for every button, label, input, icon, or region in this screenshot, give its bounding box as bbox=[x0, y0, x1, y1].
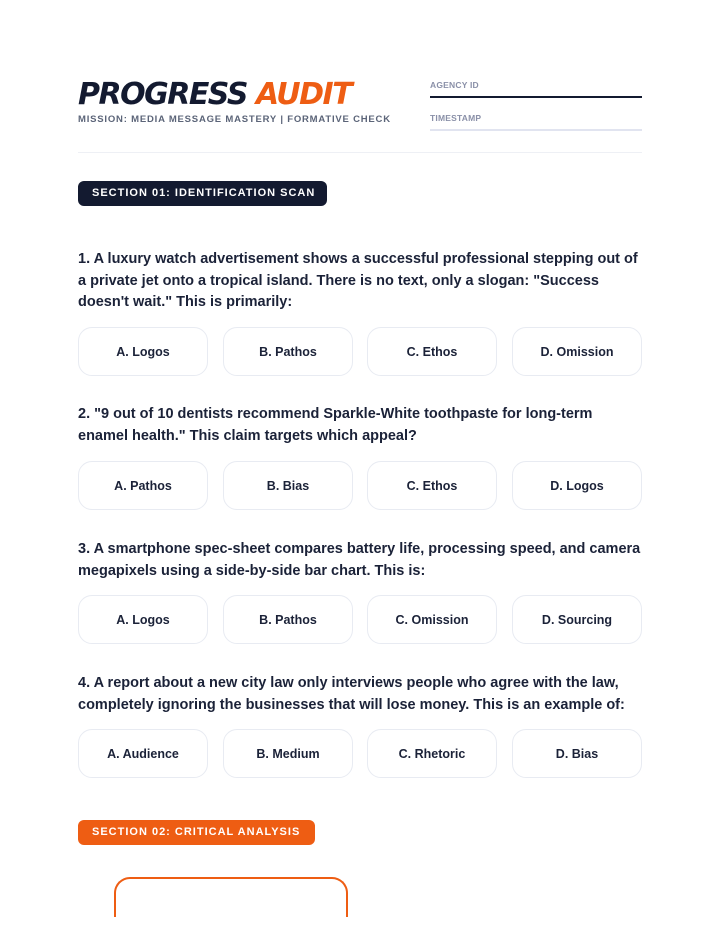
mission-subtitle: MISSION: MEDIA MESSAGE MASTERY | FORMATIVE CHECK bbox=[78, 114, 391, 125]
question-4-text: 4. A report about a new city law only interviews people who agree with the law, completely ignoring the businesses that will lose money. This is an example of: bbox=[78, 675, 625, 713]
q2-option-c[interactable]: C. Ethos bbox=[367, 461, 497, 510]
question-1-options bbox=[78, 327, 642, 377]
page-title bbox=[78, 78, 351, 112]
timestamp-field[interactable] bbox=[430, 113, 642, 131]
agency-id-field[interactable] bbox=[430, 80, 642, 98]
q4-option-b[interactable]: B. Medium bbox=[223, 729, 353, 778]
q2-option-a[interactable]: A. Pathos bbox=[78, 461, 208, 510]
section-01-tag: SECTION 01: IDENTIFICATION SCAN bbox=[78, 181, 327, 206]
question-4-options bbox=[78, 729, 642, 779]
header-divider bbox=[78, 152, 642, 153]
q3-option-d[interactable]: D. Sourcing bbox=[512, 595, 642, 644]
q4-option-d[interactable]: D. Bias bbox=[512, 729, 642, 778]
title-word-progress: PROGRESS bbox=[78, 77, 247, 112]
question-3-options bbox=[78, 595, 642, 645]
q4-option-c[interactable]: C. Rhetoric bbox=[367, 729, 497, 778]
section-02-tag: SECTION 02: CRITICAL ANALYSIS bbox=[78, 820, 315, 845]
agency-id-input-line[interactable] bbox=[430, 96, 642, 98]
timestamp-label: TIMESTAMP bbox=[430, 113, 482, 123]
question-2-options bbox=[78, 461, 642, 511]
question-1-text: 1. A luxury watch advertisement shows a successful professional stepping out of a private jet onto a tropical island. There is no text, only a slogan: "Success doesn't wait." This is primarily: bbox=[78, 251, 638, 310]
q1-option-a[interactable]: A. Logos bbox=[78, 327, 208, 376]
q1-option-c[interactable]: C. Ethos bbox=[367, 327, 497, 376]
q3-option-c[interactable]: C. Omission bbox=[367, 595, 497, 644]
question-3-text: 3. A smartphone spec-sheet compares battery life, processing speed, and camera megapixels using a side-by-side bar chart. This is: bbox=[78, 541, 641, 579]
analysis-response-box[interactable] bbox=[114, 877, 348, 917]
q2-option-b[interactable]: B. Bias bbox=[223, 461, 353, 510]
timestamp-input-line[interactable] bbox=[430, 129, 642, 131]
page-header bbox=[78, 76, 642, 154]
q3-option-a[interactable]: A. Logos bbox=[78, 595, 208, 644]
q2-option-d[interactable]: D. Logos bbox=[512, 461, 642, 510]
q1-option-d[interactable]: D. Omission bbox=[512, 327, 642, 376]
title-word-audit: AUDIT bbox=[255, 77, 352, 112]
q3-option-b[interactable]: B. Pathos bbox=[223, 595, 353, 644]
q1-option-b[interactable]: B. Pathos bbox=[223, 327, 353, 376]
agency-id-label: AGENCY ID bbox=[430, 80, 479, 90]
q4-option-a[interactable]: A. Audience bbox=[78, 729, 208, 778]
question-2-text: 2. "9 out of 10 dentists recommend Sparkle-White toothpaste for long-term enamel health." This claim targets which appeal? bbox=[78, 406, 593, 444]
